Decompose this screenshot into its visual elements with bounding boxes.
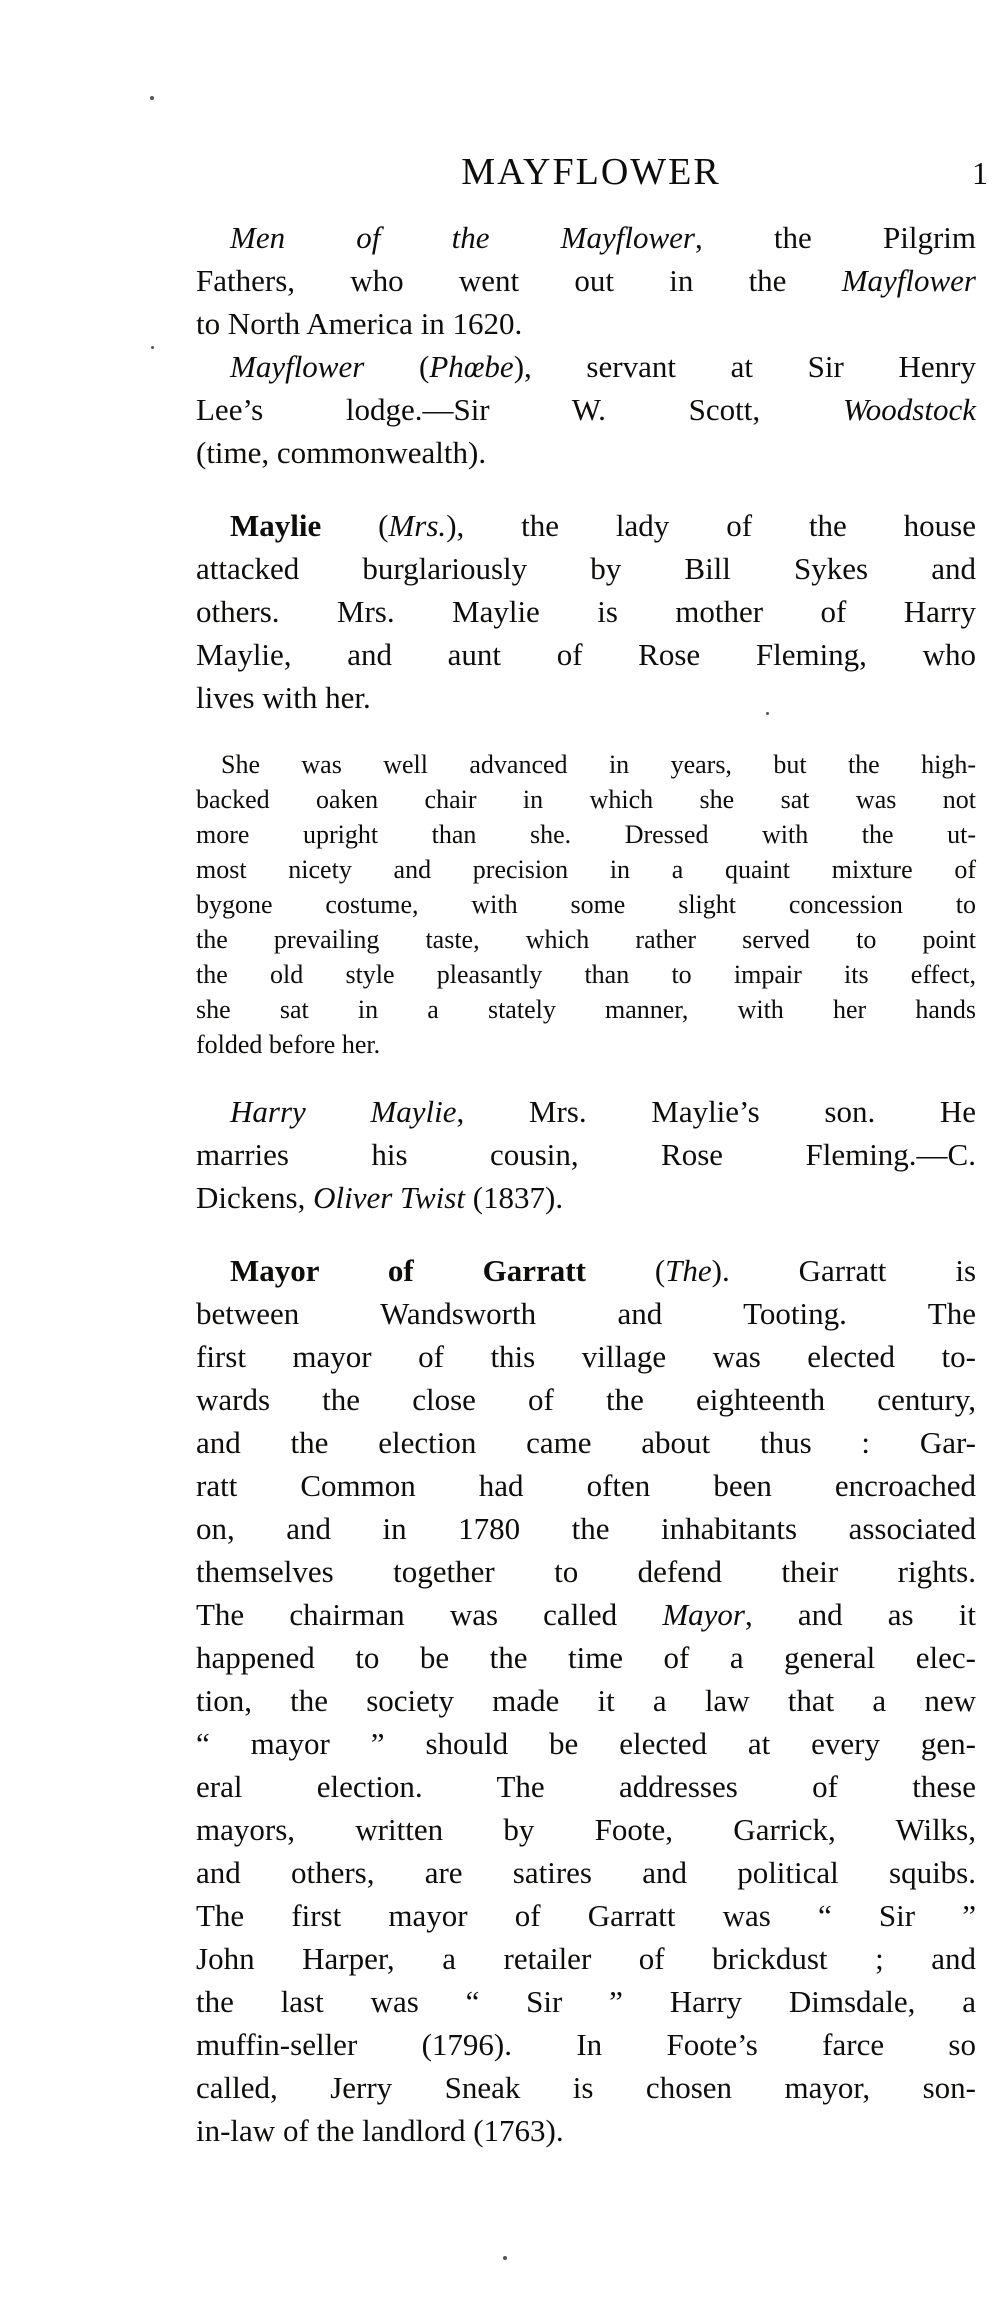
text-segment: on, and in 1780 the inhabitants associated	[196, 1511, 976, 1546]
text-segment: , and as it	[744, 1597, 976, 1632]
scan-speck	[503, 2256, 507, 2260]
text-segment: the old style pleasantly than to impair its effect,	[196, 960, 976, 989]
text-line	[196, 782, 976, 817]
text-line	[196, 1679, 976, 1722]
text-segment: Maylie, and aunt of Rose Fleming, who	[196, 637, 976, 672]
text-line	[196, 2023, 976, 2066]
text-segment: called, Jerry Sneak is chosen mayor, son-	[196, 2070, 976, 2105]
text-segment: tion, the society made it a law that a new	[196, 1683, 976, 1718]
text-line	[196, 1894, 976, 1937]
text-line	[196, 1937, 976, 1980]
text-segment: most nicety and precision in a quaint mixture of	[196, 855, 976, 884]
text-segment: Mrs.	[388, 508, 447, 543]
text-line	[196, 216, 976, 259]
text-segment: between Wandsworth and Tooting. The	[196, 1296, 976, 1331]
scan-speck	[150, 96, 154, 100]
text-segment: marries his cousin, Rose Fleming.—C.	[196, 1137, 976, 1172]
text-segment: Oliver Twist	[313, 1180, 465, 1215]
text-segment: the prevailing taste, which rather served to point	[196, 925, 976, 954]
text-line	[196, 1249, 976, 1292]
text-line	[196, 1808, 976, 1851]
text-segment: ), servant at Sir Henry	[513, 349, 976, 384]
entry-mayflower-phoebe	[196, 345, 976, 474]
text-segment: (	[585, 1253, 666, 1288]
text-segment: muffin-seller (1796). In Foote’s farce so	[196, 2027, 976, 2062]
text-segment: wards the close of the eighteenth century,	[196, 1382, 976, 1417]
text-line	[196, 590, 976, 633]
text-line	[196, 852, 976, 887]
text-line	[196, 345, 976, 388]
text-line	[196, 1027, 976, 1062]
text-segment: Woodstock	[842, 392, 976, 427]
text-segment: lives with her.	[196, 680, 371, 715]
text-segment: themselves together to defend their rights.	[196, 1554, 976, 1589]
text-segment: in-law of the landlord (1763).	[196, 2113, 564, 2148]
text-segment: others. Mrs. Maylie is mother of Harry	[196, 594, 976, 629]
text-segment: mayors, written by Foote, Garrick, Wilks,	[196, 1812, 976, 1847]
text-segment: The	[665, 1253, 712, 1288]
text-line	[196, 1133, 976, 1176]
running-head	[194, 150, 988, 194]
text-line	[196, 633, 976, 676]
text-block	[196, 216, 976, 2152]
text-segment: attacked burglariously by Bill Sykes and	[196, 551, 976, 586]
text-line	[196, 992, 976, 1027]
text-segment: John Harper, a retailer of brickdust ; and	[196, 1941, 976, 1976]
text-segment: ). Garratt is	[711, 1253, 977, 1288]
entry-mayor-of-garratt	[196, 1249, 976, 2152]
text-segment: she sat in a stately manner, with her hands	[196, 995, 976, 1024]
text-segment: Dickens,	[196, 1180, 314, 1215]
text-segment: , the Pilgrim	[694, 220, 976, 255]
entry-men-of-the-mayflower	[196, 216, 976, 345]
text-segment: Mayflower	[230, 349, 365, 384]
text-line	[196, 1550, 976, 1593]
text-line	[196, 887, 976, 922]
text-line	[196, 1090, 976, 1133]
text-segment: and the election came about thus : Gar-	[196, 1425, 976, 1460]
text-segment: The first mayor of Garratt was “ Sir ”	[196, 1898, 976, 1933]
text-segment: , Mrs. Maylie’s son. He	[456, 1094, 976, 1129]
text-line	[196, 431, 976, 474]
text-segment: folded before her.	[196, 1030, 381, 1059]
text-line	[196, 1378, 976, 1421]
text-segment: “ mayor ” should be elected at every gen-	[196, 1726, 976, 1761]
text-line	[196, 388, 976, 431]
text-segment: to North America in 1620.	[196, 306, 523, 341]
text-line	[196, 676, 976, 719]
text-line	[196, 2066, 976, 2109]
text-segment: Mayor of Garratt	[230, 1253, 586, 1288]
page-header-title: MAYFLOWER	[461, 151, 721, 193]
text-line	[196, 1722, 976, 1765]
text-segment: The chairman was called	[196, 1597, 663, 1632]
text-line	[196, 957, 976, 992]
text-line	[196, 2109, 976, 2152]
text-segment: (	[364, 349, 430, 384]
text-segment: backed oaken chair in which she sat was not	[196, 785, 976, 814]
text-segment: Mayor	[662, 1597, 745, 1632]
text-line	[196, 1421, 976, 1464]
scan-speck	[151, 346, 154, 349]
text-line	[196, 547, 976, 590]
text-line	[196, 1176, 976, 1219]
entry-harry-maylie	[196, 1090, 976, 1219]
text-line	[196, 1464, 976, 1507]
entry-maylie-mrs	[196, 504, 976, 719]
text-segment: and others, are satires and political squibs.	[196, 1855, 976, 1890]
text-line	[196, 504, 976, 547]
text-segment: the last was “ Sir ” Harry Dimsdale, a	[196, 1984, 976, 2019]
page-number: 1	[972, 155, 988, 191]
text-segment: Fathers, who went out in the	[196, 263, 842, 298]
text-line	[196, 1765, 976, 1808]
text-line	[196, 1593, 976, 1636]
text-line	[196, 1292, 976, 1335]
text-segment: first mayor of this village was elected to-	[196, 1339, 976, 1374]
text-segment: Harry Maylie	[230, 1094, 457, 1129]
text-line	[196, 922, 976, 957]
text-segment: (1837).	[464, 1180, 564, 1215]
text-segment: ), the lady of the house	[446, 508, 977, 543]
text-segment: Phœbe	[429, 349, 514, 384]
text-line	[196, 1980, 976, 2023]
text-segment: Lee’s lodge.—Sir W. Scott,	[196, 392, 843, 427]
text-segment: Men of the Mayflower	[230, 220, 695, 255]
text-segment: happened to be the time of a general elec-	[196, 1640, 976, 1675]
text-segment: (time, commonwealth).	[196, 435, 487, 470]
quote-mrs-maylie-description	[196, 747, 976, 1062]
text-line	[196, 747, 976, 782]
text-line	[196, 1507, 976, 1550]
text-line	[196, 817, 976, 852]
text-segment: Maylie	[230, 508, 322, 543]
text-segment: She was well advanced in years, but the high-	[221, 750, 976, 779]
text-segment: bygone costume, with some slight concession to	[196, 890, 976, 919]
text-segment: more upright than she. Dressed with the ut-	[196, 820, 976, 849]
text-segment: eral election. The addresses of these	[196, 1769, 976, 1804]
text-line	[196, 1335, 976, 1378]
text-segment: ratt Common had often been encroached	[196, 1468, 976, 1503]
text-line	[196, 1851, 976, 1894]
text-segment: Mayflower	[841, 263, 976, 298]
text-line	[196, 302, 976, 345]
scan-speck	[766, 712, 769, 715]
text-line	[196, 1636, 976, 1679]
text-segment: (	[321, 508, 389, 543]
text-line	[196, 259, 976, 302]
